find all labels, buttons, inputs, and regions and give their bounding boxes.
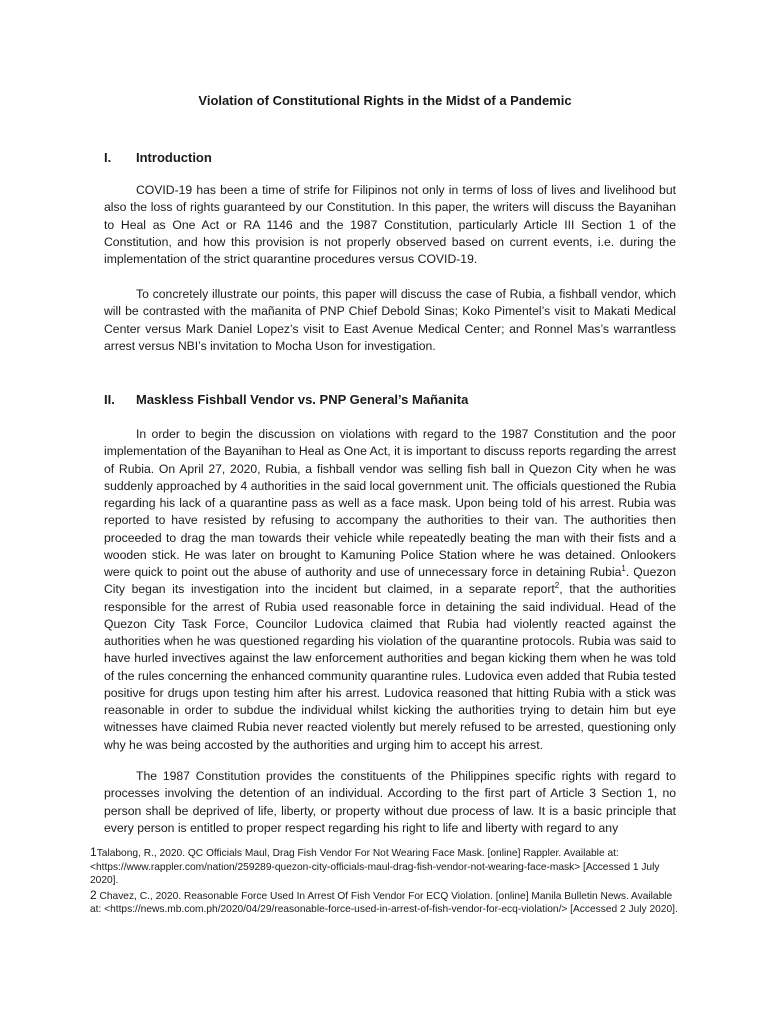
paragraph: [104, 426, 676, 754]
section-title: Maskless Fishball Vendor vs. PNP General’s Mañanita: [136, 392, 469, 407]
section-heading-introduction: [104, 150, 212, 166]
footnote-number: 1: [90, 845, 97, 859]
section-number: I.: [104, 150, 112, 165]
footnote-text: Chavez, C., 2020. Reasonable Force Used In Arrest Of Fish Vendor For ECQ Violation. [online] Manila Bulletin News. Available at: <https://news.mb.com.ph/2020/04/29/reasonable-force-used-in-arrest-of-fish-vendor-for-ecq-violation/> [Accessed 2 July 2020].: [90, 890, 678, 916]
paragraph: The 1987 Constitution provides the constituents of the Philippines specific rights with regard to processes involving the detention of an individual. According to the first part of Article 3 Section 1, no person shall be deprived of life, liberty, or property without due process of law. It is a basic principle that every person is entitled to proper respect regarding his right to life and liberty with regard to any: [104, 769, 676, 835]
paragraph-text: . Quezon City began its investigation into the incident but claimed, in a separate report: [104, 565, 676, 597]
section-title: Introduction: [136, 150, 212, 165]
paragraph-text: , that the authorities responsible for the arrest of Rubia used reasonable force in detaining the said individual. Head of the Quezon City Task Force, Councilor Ludovica claimed that Rubia had violently reacted against the authorities when he was questioned regarding his violation of the quarantine protocols. Rubia was said to have hurled invectives against the law enforcement authorities and began kicking them when he was told of the rules concerning the enhanced community quarantine rules. Ludovica even added that Rubia tested positive for drugs upon testing him after his arrest. Ludovica reasoned that hitting Rubia with a stick was reasonable in order to subdue the individual whilst kicking the authorities trying to detain him but eye witnesses have claimed Rubia never reacted violently but merely refused to be arrested, questioning only why he was being accosted by the authorities and urging him to accept his arrest.: [104, 582, 676, 752]
footnote: [90, 846, 680, 888]
footnote: [90, 889, 680, 917]
footnotes: [90, 846, 680, 918]
footnote-text: Talabong, R., 2020. QC Officials Maul, Drag Fish Vendor For Not Wearing Face Mask. [online] Rappler. Available at: <https://www.rappler.com/nation/259289-quezon-city-officials-maul-drag-fish-vendor-not-wearing-face-mask> [Accessed 1 July 2020].: [90, 848, 660, 887]
paragraph: COVID-19 has been a time of strife for Filipinos not only in terms of loss of lives and livelihood but also the loss of rights guaranteed by our Constitution. In this paper, the writers will discuss the Bayanihan to Heal as One Act or RA 1146 and the 1987 Constitution, particularly Article III Section 1 of the Constitution, and how this provision is not properly observed based on current events, i.e. during the implementation of the strict quarantine procedures versus COVID-19.: [104, 183, 676, 266]
footnote-reference[interactable]: 1: [621, 563, 626, 573]
section-number: II.: [104, 392, 115, 407]
document-title: Violation of Constitutional Rights in the Midst of a Pandemic: [198, 93, 572, 108]
footnote-number: 2: [90, 887, 97, 902]
paragraph: To concretely illustrate our points, this paper will discuss the case of Rubia, a fishball vendor, which will be contrasted with the mañanita of PNP Chief Debold Sinas; Koko Pimentel’s visit to Makati Medical Center versus Mark Daniel Lopez’s visit to East Avenue Medical Center; and Ronnel Mas’s warrantless arrest versus NBI’s invitation to Mocha Uson for investigation.: [104, 287, 676, 353]
footnote-reference[interactable]: 2: [554, 581, 560, 591]
section-heading-fishball-vendor: [104, 392, 468, 408]
paragraph-text: In order to begin the discussion on violations with regard to the 1987 Constitution and the poor implementation of the Bayanihan to Heal as One Act, it is important to discuss reports regarding the arrest of Rubia. On April 27, 2020, Rubia, a fishball vendor was selling fish ball in Quezon City when he was suddenly approached by 4 authorities in the said local government unit. The officials questioned the Rubia regarding his lack of a quarantine pass as well as a face mask. Upon being told of his arrest. Rubia was reported to have resisted by refusing to accompany the authorities to their van. The authorities then proceeded to drag the man towards their vehicle while repeatedly beating the man with their fists and a wooden stick. He was later on brought to Kamuning Police Station where he was detained. Onlookers were quick to point out the abuse of authority and use of unnecessary force in detaining Rubia: [104, 427, 676, 579]
